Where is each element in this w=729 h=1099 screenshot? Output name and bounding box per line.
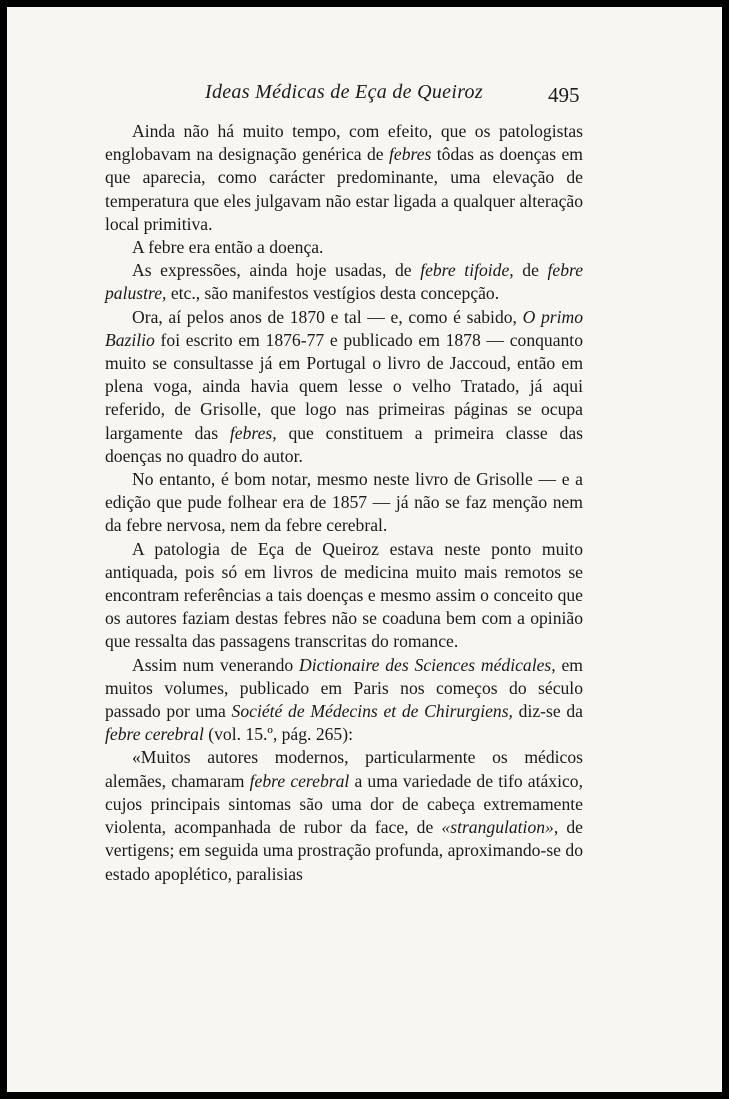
text-run: diz-se da bbox=[512, 701, 588, 722]
paragraph bbox=[105, 120, 588, 236]
italic-text: febre cerebral bbox=[249, 770, 350, 791]
text-run: , de vertigens; em seguida uma prostração profunda, aproximando-se do estado apoplético, paralisias bbox=[105, 817, 588, 884]
text-run: tôdas as doenças em que aparecia, como carácter predominante, uma elevação de temperatura que eles julgavam não estar ligada a qualquer alteração local primitiva. bbox=[105, 144, 588, 234]
text-run: Ainda não há muito tempo, com efeito, que os patologistas englobavam na designação genérica de bbox=[105, 121, 588, 165]
paragraph bbox=[105, 538, 588, 654]
text-run: etc., são manifestos vestígios desta concepção. bbox=[166, 283, 500, 304]
body-text bbox=[105, 120, 588, 886]
paragraph bbox=[105, 259, 588, 305]
paragraph bbox=[105, 306, 588, 468]
text-run: em muitos volumes, publicado em Paris nos começos do século passado por uma bbox=[105, 654, 588, 722]
text-run: (vol. 15.º, pág. 265): bbox=[203, 724, 353, 745]
text-run: No entanto, é bom notar, mesmo neste livro de Grisolle — e a edição que pude folhear era de 1857 — já não se faz menção nem da febre nervosa, nem da febre cerebral. bbox=[105, 469, 588, 536]
text-run: A febre era então a doença. bbox=[132, 237, 324, 258]
italic-text: febre cerebral bbox=[105, 724, 204, 745]
italic-text: Dictionaire des Sciences médicales, bbox=[298, 654, 556, 675]
page-header bbox=[7, 81, 722, 117]
italic-text: febres, bbox=[229, 422, 277, 443]
text-run: de bbox=[513, 260, 548, 281]
text-run: Ora, aí pelos anos de 1870 e tal — e, como é sabido, bbox=[132, 306, 523, 327]
italic-text: febre palustre, bbox=[105, 260, 588, 304]
book-page bbox=[7, 7, 722, 1092]
paragraph bbox=[105, 654, 588, 747]
text-run: Assim num venerando bbox=[132, 654, 299, 675]
text-run: «Muitos autores modernos, particularmente os médicos alemães, chamaram bbox=[105, 747, 588, 791]
running-title: Ideas Médicas de Eça de Queiroz bbox=[205, 81, 483, 103]
italic-text: «strangulation» bbox=[441, 817, 554, 838]
italic-text: febres bbox=[389, 144, 432, 165]
text-run: que constituem a primeira classe das doenças no quadro do autor. bbox=[105, 422, 588, 466]
paragraph bbox=[105, 236, 583, 259]
italic-text: O primo Bazilio bbox=[105, 306, 588, 350]
page-number: 495 bbox=[548, 83, 580, 107]
italic-text: febre tifoide, bbox=[420, 260, 514, 281]
text-run: foi escrito em 1876-77 e publicado em 1878 — conquanto muito se consultasse já em Portugal o livro de Jaccoud, então em plena voga, ainda havia quem lesse o velho Tratado, já aqui referido, de Grisolle, que logo nas primeiras páginas se ocupa largamente das bbox=[105, 329, 588, 443]
text-run: a uma variedade de tifo atáxico, cujos principais sintomas são uma dor de cabeça extremamente violenta, acompanhada de rubor da face, de bbox=[105, 770, 588, 838]
text-run: As expressões, ainda hoje usadas, de bbox=[132, 260, 421, 281]
text-run: A patologia de Eça de Queiroz estava neste ponto muito antiquada, pois só em livros de medicina muito mais remotos se encontram referências a tais doenças e mesmo assim o conceito que os autores faziam destas febres não se coaduna bem com a opinião que ressalta das passagens transcritas do romance. bbox=[105, 538, 588, 652]
paragraph bbox=[105, 746, 588, 885]
paragraph bbox=[105, 468, 588, 538]
italic-text: Société de Médecins et de Chirurgiens, bbox=[231, 701, 513, 722]
